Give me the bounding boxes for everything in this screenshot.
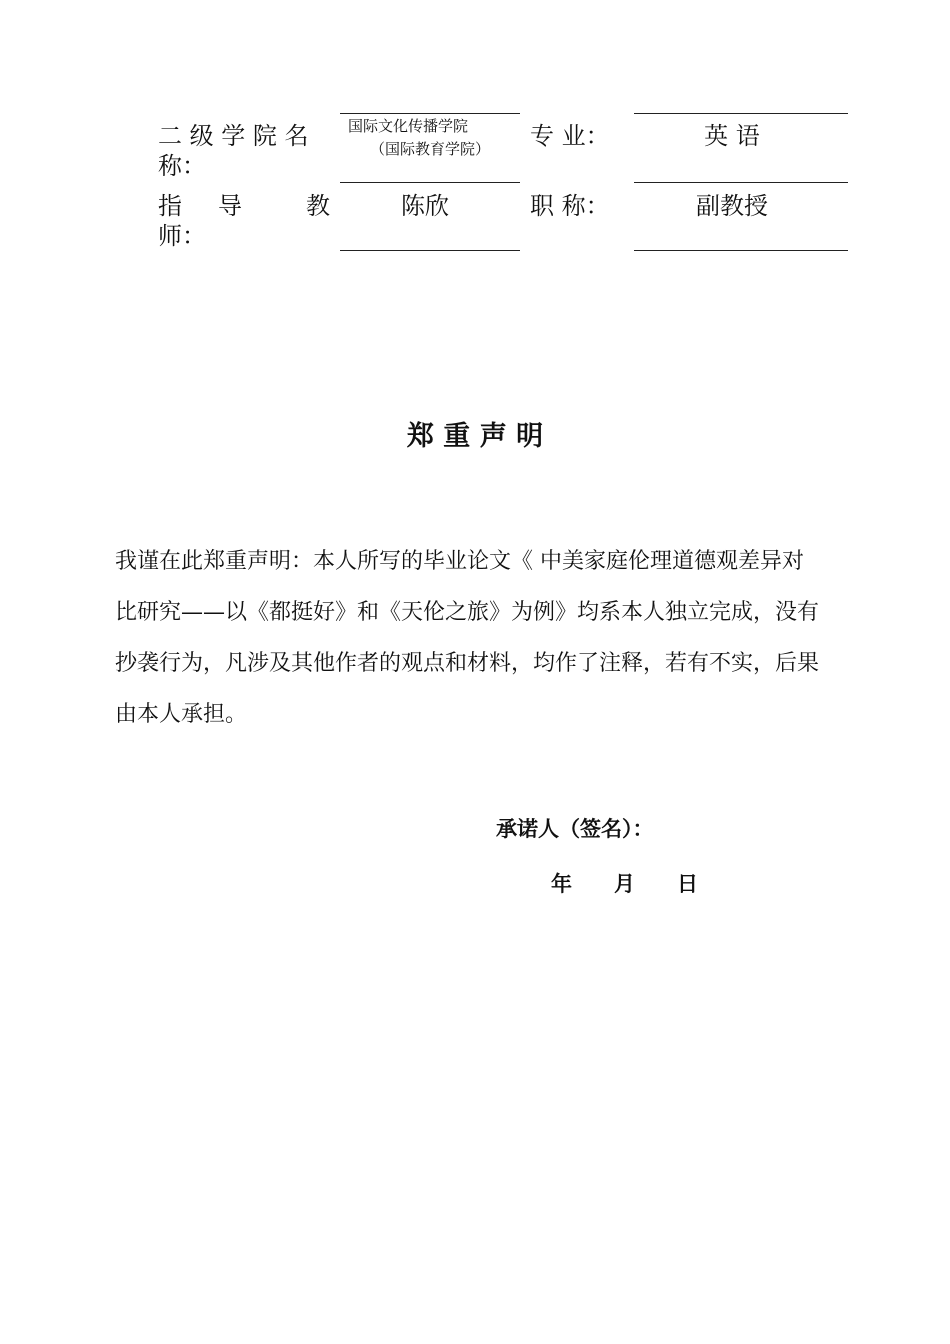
major-value-top-rule bbox=[634, 113, 848, 114]
rank-value-bottom-rule bbox=[634, 250, 848, 251]
advisor-label-char3: 教 bbox=[306, 192, 330, 220]
date-line: 年 月 日 bbox=[551, 872, 698, 896]
college-value-bottom-rule bbox=[340, 182, 520, 183]
college-value-line1: 国际文化传播学院 bbox=[348, 117, 469, 135]
major-label: 专 业： bbox=[530, 122, 610, 150]
college-value-line2: （国际教育学院） bbox=[369, 140, 490, 158]
rank-value: 副教授 bbox=[696, 192, 768, 220]
declaration-line-1: 我谨在此郑重声明：本人所写的毕业论文《 中美家庭伦理道德观差异对 bbox=[115, 549, 804, 574]
college-label-line1: 二 级 学 院 名 bbox=[158, 122, 309, 150]
college-label-line2: 称： bbox=[158, 152, 206, 180]
rank-label: 职 称： bbox=[530, 192, 610, 220]
major-value-bottom-rule bbox=[634, 182, 848, 183]
advisor-value-bottom-rule bbox=[340, 250, 520, 251]
advisor-value: 陈欣 bbox=[401, 192, 449, 220]
college-value-top-rule bbox=[340, 113, 520, 114]
declaration-line-3: 抄袭行为，凡涉及其他作者的观点和材料，均作了注释，若有不实，后果 bbox=[115, 651, 820, 676]
declaration-line-2: 比研究——以《都挺好》和《天伦之旅》为例》均系本人独立完成，没有 bbox=[115, 600, 820, 625]
advisor-label-char2: 导 bbox=[218, 192, 242, 220]
advisor-label-char1: 指 bbox=[158, 192, 182, 220]
declaration-title: 郑 重 声 明 bbox=[406, 421, 544, 452]
advisor-label-line2: 师： bbox=[158, 222, 206, 250]
signer-label: 承诺人（签名）： bbox=[496, 817, 654, 841]
major-value: 英 语 bbox=[704, 122, 760, 150]
declaration-line-4: 由本人承担。 bbox=[115, 702, 248, 727]
